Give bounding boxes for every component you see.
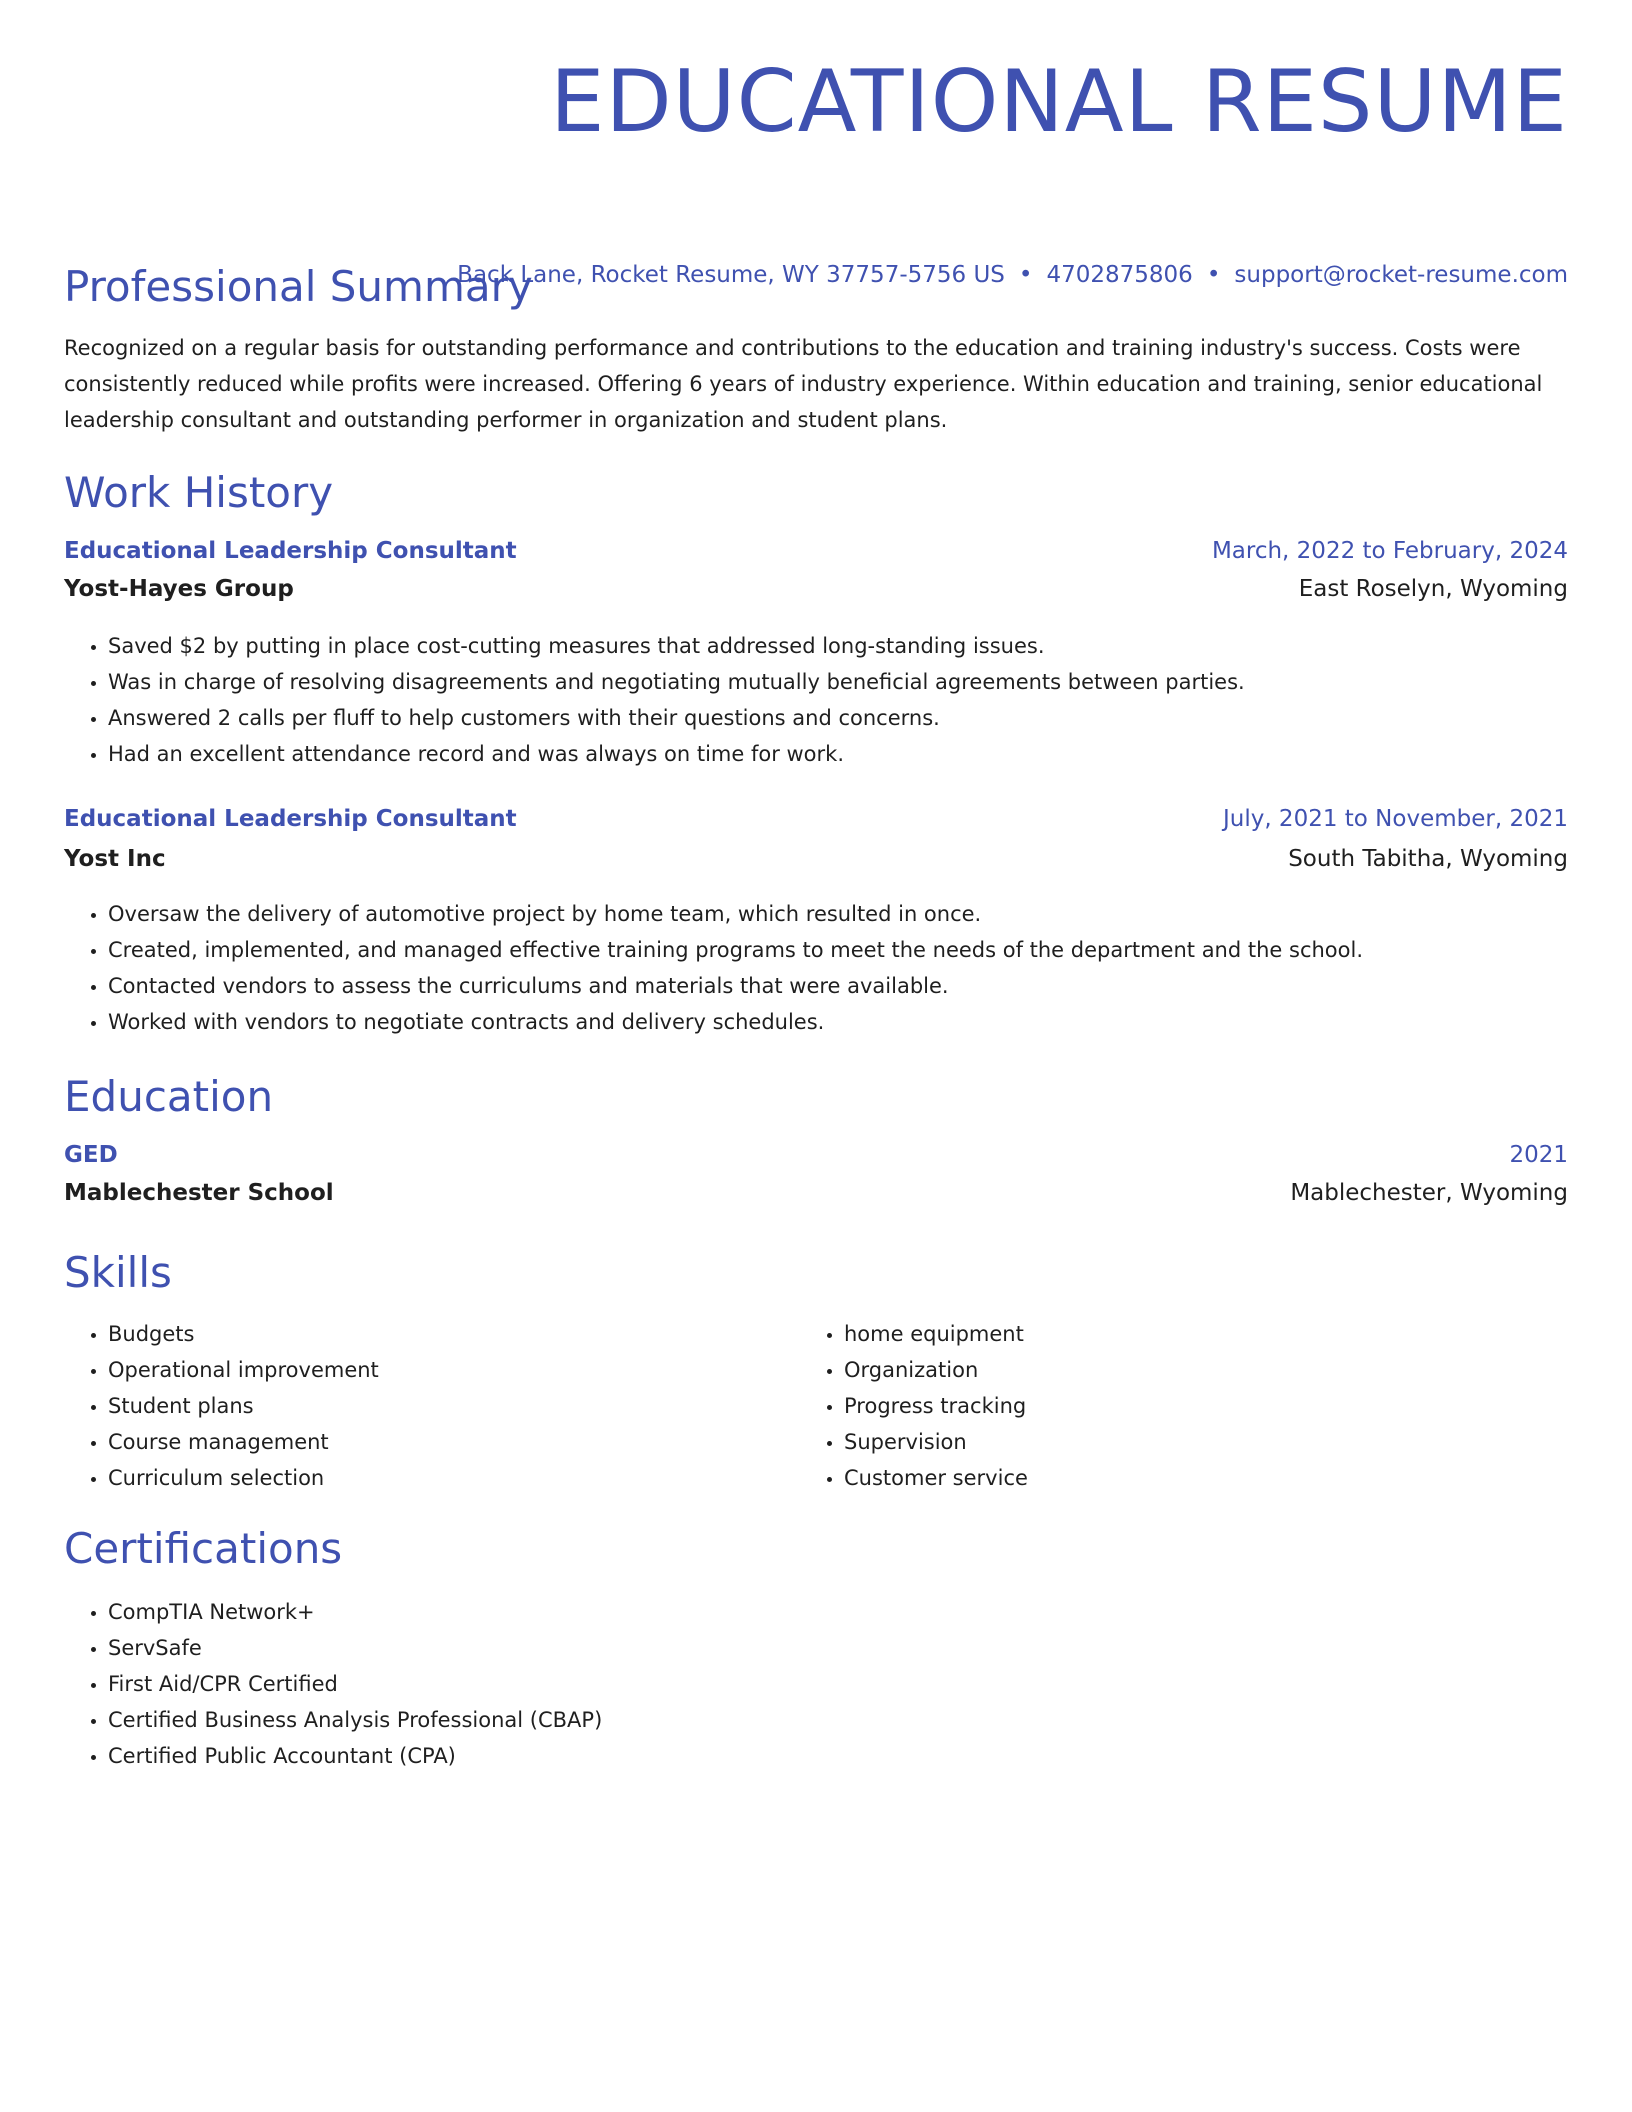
list-item: • Customer service bbox=[844, 1460, 1028, 1496]
list-item: • Operational improvement bbox=[108, 1352, 379, 1388]
contact-separator: • bbox=[1206, 262, 1221, 288]
education-year: 2021 bbox=[1509, 1142, 1568, 1168]
list-item: • ServSafe bbox=[108, 1630, 602, 1666]
list-item: • Oversaw the delivery of automotive project by home team, which resulted in once. bbox=[108, 896, 1363, 932]
certifications-list bbox=[64, 1594, 602, 1774]
job-location: East Roselyn, Wyoming bbox=[1298, 576, 1568, 602]
contact-separator: • bbox=[1018, 262, 1033, 288]
job-dates: March, 2022 to February, 2024 bbox=[1211, 538, 1568, 564]
list-item: • First Aid/CPR Certified bbox=[108, 1666, 602, 1702]
skills-list-left bbox=[64, 1316, 379, 1496]
job-location: South Tabitha, Wyoming bbox=[1288, 846, 1568, 872]
education-location: Mablechester, Wyoming bbox=[1290, 1180, 1568, 1206]
job-title: Educational Leadership Consultant bbox=[64, 806, 517, 832]
job-company: Yost-Hayes Group bbox=[64, 576, 294, 602]
job-header-1 bbox=[64, 538, 1568, 564]
list-item: • Saved $2 by putting in place cost-cutting measures that addressed long-standing issues. bbox=[108, 628, 1245, 664]
list-item: • CompTIA Network+ bbox=[108, 1594, 602, 1630]
list-item: • Was in charge of resolving disagreements and negotiating mutually beneficial agreements between parties. bbox=[108, 664, 1245, 700]
list-item: • Curriculum selection bbox=[108, 1460, 379, 1496]
contact-phone: 4702875806 bbox=[1046, 262, 1193, 288]
list-item: • Supervision bbox=[844, 1424, 1028, 1460]
list-item: • Organization bbox=[844, 1352, 1028, 1388]
list-item: • Created, implemented, and managed effective training programs to meet the needs of the department and the school. bbox=[108, 932, 1363, 968]
certifications-heading: Certifications bbox=[64, 1524, 343, 1573]
list-item: • Contacted vendors to assess the curriculums and materials that were available. bbox=[108, 968, 1363, 1004]
list-item: • Budgets bbox=[108, 1316, 379, 1352]
skills-heading: Skills bbox=[64, 1248, 172, 1297]
job-company-row-1 bbox=[64, 576, 1568, 602]
contact-email[interactable]: support@rocket-resume.com bbox=[1234, 262, 1568, 288]
contact-address: Back Lane, Rocket Resume, WY 37757-5756 US bbox=[457, 262, 1005, 288]
skills-list-right bbox=[800, 1316, 1028, 1496]
work-history-heading: Work History bbox=[64, 468, 334, 517]
list-item: • Had an excellent attendance record and was always on time for work. bbox=[108, 736, 1245, 772]
list-item: • Certified Public Accountant (CPA) bbox=[108, 1738, 602, 1774]
list-item: • Answered 2 calls per fluff to help customers with their questions and concerns. bbox=[108, 700, 1245, 736]
education-degree: GED bbox=[64, 1142, 118, 1168]
list-item: • Progress tracking bbox=[844, 1388, 1028, 1424]
list-item: • Certified Business Analysis Professional (CBAP) bbox=[108, 1702, 602, 1738]
list-item: • Student plans bbox=[108, 1388, 379, 1424]
resume-title: EDUCATIONAL RESUME bbox=[550, 52, 1568, 152]
job-company: Yost Inc bbox=[64, 846, 166, 872]
summary-heading: Professional Summary bbox=[64, 262, 533, 311]
education-school-row bbox=[64, 1180, 1568, 1206]
list-item: • Course management bbox=[108, 1424, 379, 1460]
job-dates: July, 2021 to November, 2021 bbox=[1222, 806, 1568, 832]
job-title: Educational Leadership Consultant bbox=[64, 538, 517, 564]
job-bullets-2 bbox=[64, 896, 1363, 1040]
job-header-2 bbox=[64, 806, 1568, 832]
summary-text: Recognized on a regular basis for outstanding performance and contributions to the education and training industry's success. Costs were consistently reduced while profits were increased. Offering 6 years of industry experience. Within education and training, senior educational leadership consultant and outstanding performer in organization and student plans. bbox=[64, 336, 1543, 432]
list-item: • Worked with vendors to negotiate contracts and delivery schedules. bbox=[108, 1004, 1363, 1040]
education-school: Mablechester School bbox=[64, 1180, 334, 1206]
job-company-row-2 bbox=[64, 846, 1568, 872]
contact-line bbox=[457, 262, 1568, 288]
list-item: • home equipment bbox=[844, 1316, 1028, 1352]
education-heading: Education bbox=[64, 1072, 274, 1121]
job-bullets-1 bbox=[64, 628, 1245, 772]
education-header bbox=[64, 1142, 1568, 1168]
